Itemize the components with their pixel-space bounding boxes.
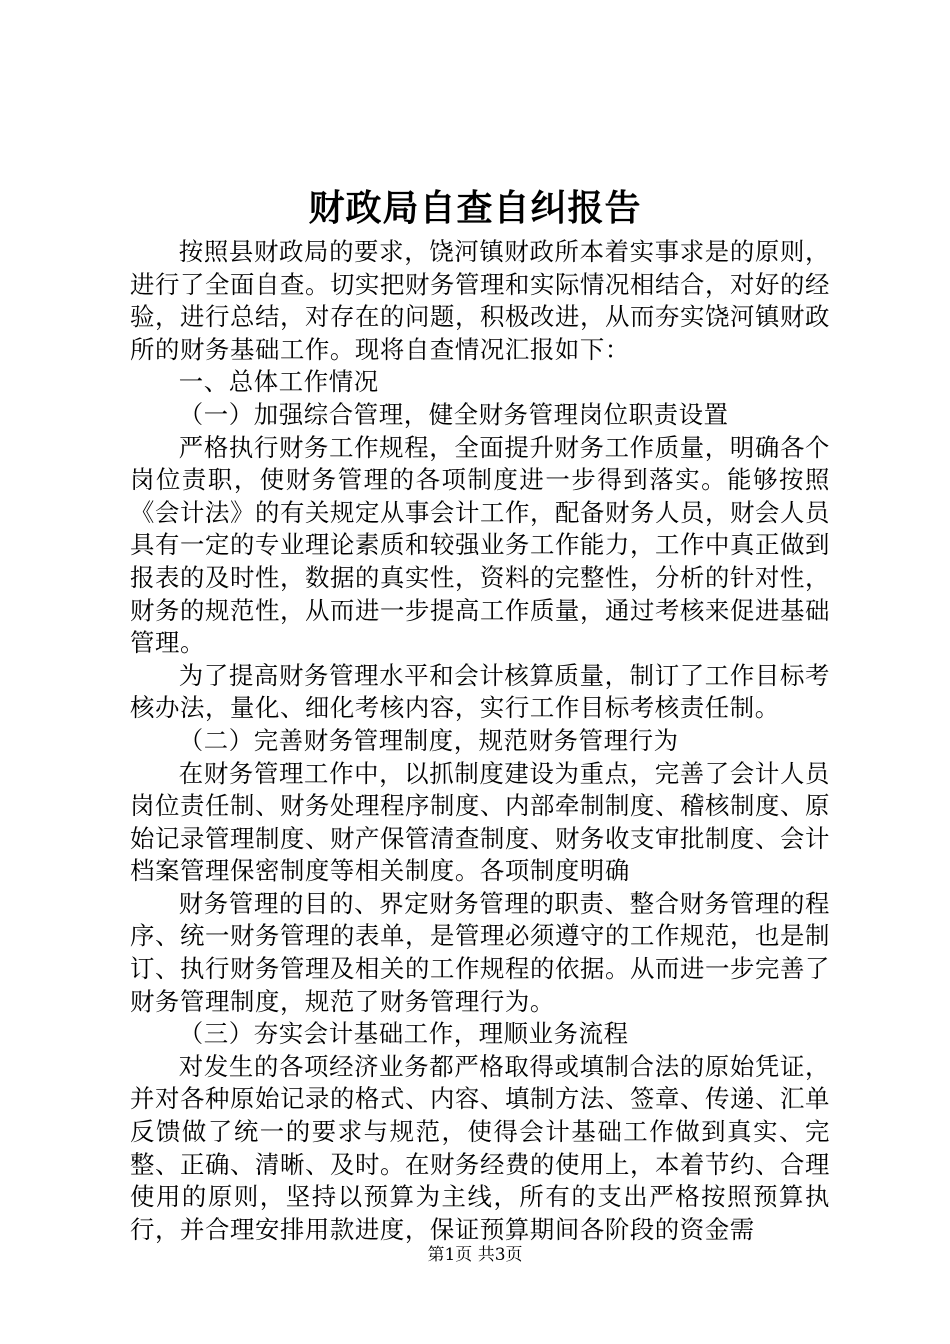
subsection-heading-2: （二）完善财务管理制度，规范财务管理行为 (178, 725, 679, 755)
subsection-heading-3: （三）夯实会计基础工作，理顺业务流程 (178, 1019, 629, 1049)
document-body (130, 236, 830, 1246)
paragraph-job-rules: 严格执行财务工作规程，全面提升财务工作质量，明确各个岗位责职，使财务管理的各项制度进一步得到落实。能够按照《会计法》的有关规定从事会计工作，配备财务人员，财会人员具有一定的专业理论素质和较强业务工作能力，工作中真正做到报表的及时性，数据的真实性，资料的完整性，分析的针对性，财务的规范性，从而进一步提高工作质量，通过考核来促进基础管理。 (130, 432, 830, 658)
paragraph-management-purpose: 财务管理的目的、界定财务管理的职责、整合财务管理的程序、统一财务管理的表单，是管理必须遵守的工作规范，也是制订、执行财务管理及相关的工作规程的依据。从而进一步完善了财务管理制度，规范了财务管理行为。 (130, 888, 830, 1016)
document-title: 财政局自查自纠报告 (308, 187, 642, 229)
paragraph-accounting-basics: 对发生的各项经济业务都严格取得或填制合法的原始凭证，并对各种原始记录的格式、内容、填制方法、签章、传递、汇单反馈做了统一的要求与规范，使得会计基础工作做到真实、完整、正确、清晰、及时。在财务经费的使用上，本着节约、合理使用的原则，坚持以预算为主线，所有的支出严格按照预算执行，并合理安排用款进度，保证预算期间各阶段的资金需 (130, 1051, 830, 1244)
paragraph-assessment: 为了提高财务管理水平和会计核算质量，制订了工作目标考核办法，量化、细化考核内容，实行工作目标考核责任制。 (130, 660, 830, 723)
page-number-footer: 第1页 共3页 (427, 1245, 523, 1265)
subsection-heading-1: （一）加强综合管理，健全财务管理岗位职责设置 (178, 399, 729, 429)
section-heading-1: 一、总体工作情况 (178, 367, 379, 397)
paragraph-intro: 按照县财政局的要求，饶河镇财政所本着实事求是的原则，进行了全面自查。切实把财务管理和实际情况相结合，对好的经验，进行总结，对存在的问题，积极改进，从而夯实饶河镇财政所的财务基础工作。现将自查情况汇报如下： (130, 237, 830, 364)
paragraph-system-building: 在财务管理工作中，以抓制度建设为重点，完善了会计人员岗位责任制、财务处理程序制度、内部牵制制度、稽核制度、原始记录管理制度、财产保管清查制度、财务收支审批制度、会计档案管理保密制度等相关制度。各项制度明确 (130, 758, 830, 886)
